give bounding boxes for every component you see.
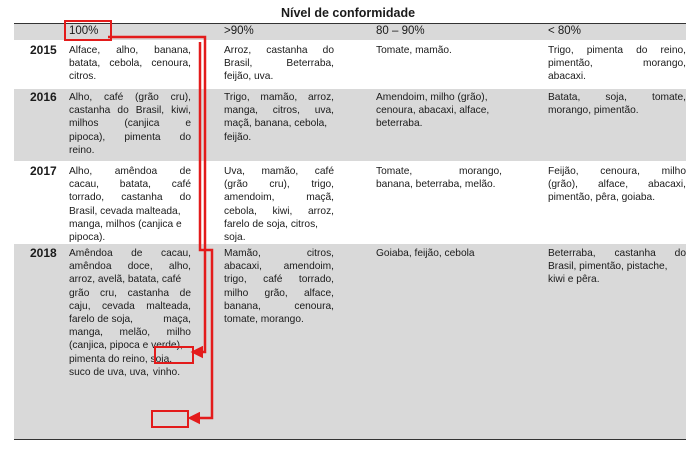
cell-word: milhos bbox=[69, 118, 99, 130]
cell-word: melão, bbox=[119, 327, 151, 339]
cell-word: manga, bbox=[69, 327, 103, 339]
cell-word: pimenta bbox=[124, 131, 161, 143]
cell-word: milho bbox=[661, 166, 686, 177]
cell-word: cenoura, bbox=[151, 58, 191, 70]
year-label: 2015 bbox=[30, 43, 57, 57]
cell-word: de bbox=[131, 248, 143, 259]
cell-word: do bbox=[636, 45, 648, 56]
cell-word: grão, bbox=[264, 287, 288, 299]
cell-word: arroz, avelã, batata, café bbox=[69, 274, 182, 286]
cell-word: morango, bbox=[642, 58, 686, 70]
cell-word: mamão, bbox=[260, 92, 298, 103]
cell-word: farelo de soja, citros, bbox=[224, 218, 318, 230]
cell-word: reino, bbox=[660, 45, 686, 56]
cell-word: castanha bbox=[121, 192, 163, 204]
cell-word: malteada, bbox=[146, 300, 191, 312]
cell-word: e bbox=[185, 118, 191, 130]
cell-word: café bbox=[104, 92, 124, 103]
cell-word: castanha bbox=[614, 248, 656, 259]
cell-word: castanha bbox=[127, 287, 170, 299]
cell-word: maçã, banana, cebola, bbox=[224, 118, 328, 130]
header-under-80: < 80% bbox=[548, 25, 581, 37]
cell-word: Brasil, pimentão, pistache, bbox=[548, 261, 668, 273]
cell-word: pimenta do reino, soja, bbox=[69, 353, 173, 365]
cell-word: batata, bbox=[119, 179, 151, 191]
cell-word: amendoim, bbox=[283, 261, 334, 273]
cell-word: cebola, bbox=[109, 58, 143, 70]
cell-word: beterraba. bbox=[376, 118, 423, 130]
cell-word: vinho. bbox=[152, 366, 181, 378]
cell-word: soja. bbox=[224, 232, 246, 244]
cell-word: manga, bbox=[224, 105, 258, 117]
cell-word: citros, bbox=[306, 248, 334, 259]
year-label: 2016 bbox=[30, 90, 57, 104]
cell-word: cebola, bbox=[224, 205, 257, 217]
cell-word: trigo, bbox=[311, 179, 334, 191]
cell-word: mamão, bbox=[261, 166, 299, 177]
cell-word: café bbox=[314, 166, 334, 177]
cell-word: citros. bbox=[69, 71, 97, 83]
cell-word: pimentão, bbox=[548, 58, 593, 70]
cell-word: milho bbox=[166, 327, 191, 339]
cell-word: grão bbox=[69, 287, 90, 299]
cell-word: Trigo, bbox=[224, 92, 250, 103]
cell-word: do bbox=[179, 131, 191, 143]
cell-word: café bbox=[171, 179, 191, 191]
cell-word: pipoca), bbox=[69, 131, 106, 143]
cell-word: Arroz, bbox=[224, 45, 252, 56]
cell-word: pimenta bbox=[586, 45, 623, 56]
cell-word: do bbox=[117, 105, 129, 117]
cell-word: tomate, morango. bbox=[224, 314, 304, 326]
cell-word: cru), bbox=[269, 179, 290, 191]
cell-word: torrado, bbox=[69, 192, 105, 204]
cell-word: cacau, bbox=[69, 179, 100, 191]
cell-word: morango, bbox=[458, 166, 502, 177]
cell-word: alho, bbox=[116, 45, 139, 56]
cell-word: maça, bbox=[163, 314, 191, 326]
cell-word: (grão), bbox=[548, 179, 579, 191]
cell-word: (canjica bbox=[124, 118, 160, 130]
cell-word: de bbox=[179, 166, 191, 177]
cell-word: pimentão, pêra, goiaba. bbox=[548, 192, 656, 204]
cell-word: (canjica, pipoca e verde), bbox=[69, 340, 183, 352]
year-label: 2017 bbox=[30, 164, 57, 178]
cell-word: Trigo, bbox=[548, 45, 574, 56]
cell-word: (grão bbox=[135, 92, 159, 103]
cell-word: cevada bbox=[101, 300, 135, 312]
cell-word: batata, bbox=[69, 58, 101, 70]
cell-word: citros, bbox=[272, 105, 300, 117]
cell-word: Brasil, bbox=[135, 105, 165, 117]
cell-word: amêndoa bbox=[114, 166, 158, 177]
cell-word: reino. bbox=[69, 144, 95, 156]
cell-word: amêndoa bbox=[69, 261, 112, 273]
cell-word: Brasil, bbox=[224, 58, 253, 70]
header-100: 100% bbox=[69, 25, 99, 37]
cell-word: manga, milhos (canjica e bbox=[69, 218, 182, 230]
cell-word: soja, bbox=[605, 92, 627, 103]
cell-word: (grão bbox=[224, 179, 248, 191]
cell-word: uva, bbox=[314, 105, 334, 117]
cell-word: alface, bbox=[598, 179, 629, 191]
arrow-to-maca bbox=[108, 37, 205, 352]
cell-word: feijão, uva. bbox=[224, 71, 274, 83]
cell-word: cacau, bbox=[160, 248, 191, 259]
cell-word: Batata, bbox=[548, 92, 581, 103]
cell-word: cenoura, abacaxi, alface, bbox=[376, 105, 490, 117]
year-label: 2018 bbox=[30, 246, 57, 260]
cell-word: cru), bbox=[170, 92, 191, 103]
cell-word: caju, bbox=[69, 300, 91, 312]
cell-word: café bbox=[263, 274, 283, 286]
cell-word: Alho, bbox=[69, 92, 93, 103]
cell-word: alface, bbox=[303, 287, 334, 299]
cell-word: morango, pimentão. bbox=[548, 105, 639, 117]
table-title: Nível de conformidade bbox=[280, 6, 416, 20]
cell-word: milho bbox=[224, 287, 249, 299]
cell-word: kiwi, bbox=[171, 105, 191, 117]
cell-word: maçã, bbox=[306, 192, 334, 204]
cell-word: Uva, bbox=[224, 166, 245, 177]
cell-word: Goiaba, feijão, cebola bbox=[376, 248, 475, 259]
cell-word: farelo de soja, bbox=[69, 314, 133, 326]
cell-word: alho, bbox=[168, 261, 191, 273]
cell-word: Brasil, cevada malteada, bbox=[69, 205, 181, 217]
cell-word: kiwi, bbox=[272, 205, 293, 217]
cell-word: do bbox=[322, 45, 334, 56]
cell-word: trigo, bbox=[224, 274, 247, 286]
cell-word: amendoim, bbox=[224, 192, 275, 204]
cell-word: Tomate, mamão. bbox=[376, 45, 452, 56]
cell-word: abacaxi, bbox=[648, 179, 686, 191]
cell-word: banana, beterraba, melão. bbox=[376, 179, 496, 191]
cell-word: Amêndoa bbox=[69, 248, 113, 259]
cell-word: castanha bbox=[69, 105, 111, 117]
cell-word: Amendoim, milho (grão), bbox=[376, 92, 488, 103]
cell-word: abacaxi. bbox=[548, 71, 586, 83]
cell-word: Alho, bbox=[69, 166, 93, 177]
cell-word: arroz, bbox=[307, 92, 334, 103]
cell-word: torrado, bbox=[298, 274, 334, 286]
cell-word: do bbox=[179, 192, 191, 204]
cell-word: Mamão, bbox=[224, 248, 261, 259]
cell-word: Alface, bbox=[69, 45, 101, 56]
cell-word: banana, bbox=[224, 300, 261, 312]
cell-word: Feijão, bbox=[548, 166, 579, 177]
cell-word: Beterraba, bbox=[286, 58, 334, 70]
header-over-90: >90% bbox=[224, 25, 254, 37]
cell-word: tomate, bbox=[652, 92, 686, 103]
cell-word: Beterraba, bbox=[548, 248, 596, 259]
cell-word: feijão. bbox=[224, 131, 252, 143]
cell-word: Tomate, bbox=[376, 166, 413, 177]
cell-word: cenoura, bbox=[294, 300, 334, 312]
cell-word: castanha bbox=[266, 45, 308, 56]
cell-word: cenoura, bbox=[600, 166, 640, 177]
cell-word: banana, bbox=[154, 45, 191, 56]
cell-word: do bbox=[674, 248, 686, 259]
cell-word: de bbox=[179, 287, 191, 299]
header-80-90: 80 – 90% bbox=[376, 25, 425, 37]
cell-word: arroz, bbox=[307, 205, 334, 217]
cell-word: kiwi e pêra. bbox=[548, 274, 600, 286]
cell-word: pipoca). bbox=[69, 232, 106, 244]
arrow-to-vinho bbox=[190, 42, 212, 418]
cell-word: cru, bbox=[100, 287, 118, 299]
cell-word: abacaxi, bbox=[224, 261, 262, 273]
cell-word: doce, bbox=[127, 261, 153, 273]
cell-word: suco de uva, uva, bbox=[69, 366, 149, 378]
